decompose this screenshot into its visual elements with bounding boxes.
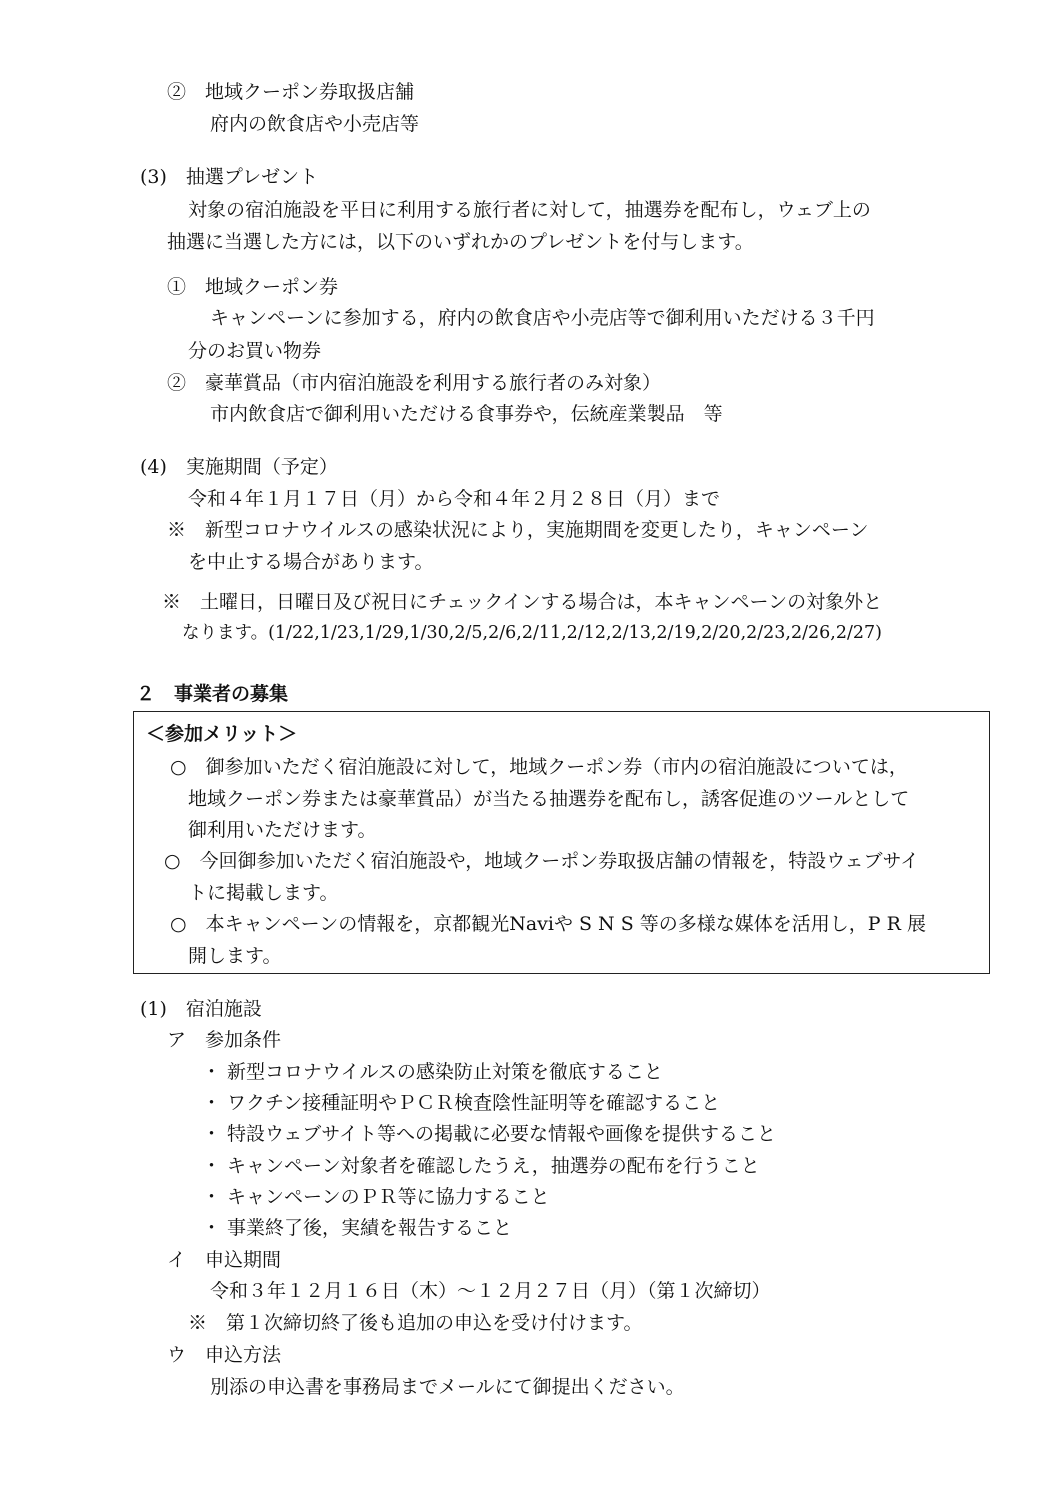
application-period-note: ※ 第１次締切終了後も追加の申込を受け付けます。 — [188, 1312, 643, 1334]
merit-title: ＜参加メリット＞ — [146, 723, 298, 745]
section-3-body-1: 対象の宿泊施設を平日に利用する旅行者に対して，抽選券を配布し，ウェブ上の — [188, 199, 871, 221]
note-1-line-1: ※ 新型コロナウイルスの感染状況により，実施期間を変更したり，キャンペーン — [167, 519, 869, 541]
section-3-heading: (3) 抽選プレゼント — [140, 166, 319, 188]
prize-1-body-1: キャンペーンに参加する，府内の飲食店や小売店等で御利用いただける３千円 — [210, 307, 875, 329]
condition-item: ・ ワクチン接種証明やＰＣＲ検査陰性証明等を確認すること — [202, 1092, 721, 1114]
note-2-line-2: なります。(1/22,1/23,1/29,1/30,2/5,2/6,2/11,2/12,2/13,2/19,2/20,2/23,2/26,2/27) — [182, 623, 882, 643]
section-4-heading: (4) 実施期間（予定） — [140, 456, 338, 478]
subsection-1-heading: (1) 宿泊施設 — [140, 998, 262, 1020]
prize-2-body: 市内飲食店で御利用いただける食事券や，伝統産業製品 等 — [210, 403, 723, 425]
merit-bullet-1-line-2: 地域クーポン券または豪華賞品）が当たる抽選券を配布し，誘客促進のツールとして — [188, 788, 910, 810]
section-3-body-2: 抽選に当選した方には，以下のいずれかのプレゼントを付与します。 — [167, 231, 754, 253]
condition-item: ・ 特設ウェブサイト等への掲載に必要な情報や画像を提供すること — [202, 1123, 776, 1145]
section-4-period: 令和４年１月１７日（月）から令和４年２月２８日（月）まで — [188, 488, 721, 510]
merit-bullet-1-line-1: ○ 御参加いただく宿泊施設に対して，地域クーポン券（市内の宿泊施設については， — [170, 756, 908, 778]
condition-item: ・ キャンペーン対象者を確認したうえ，抽選券の配布を行うこと — [202, 1155, 760, 1177]
merit-bullet-3-line-1: ○ 本キャンペーンの情報を，京都観光Naviや S N S 等の多様な媒体を活用し，P R 展 — [170, 913, 926, 935]
section-2-heading: ２ 事業者の募集 — [136, 683, 289, 705]
merit-bullet-2-line-2: トに掲載します。 — [188, 882, 339, 904]
application-period: 令和３年１２月１６日（木）～１２月２７日（月）（第１次締切） — [210, 1280, 771, 1302]
merit-bullet-2-line-1: ○ 今回御参加いただく宿泊施設や，地域クーポン券取扱店舗の情報を，特設ウェブサイ — [164, 850, 920, 872]
prize-1-body-2: 分のお買い物券 — [188, 340, 322, 362]
application-method-title: ウ 申込方法 — [167, 1344, 282, 1366]
merit-bullet-1-line-3: 御利用いただけます。 — [188, 819, 377, 841]
application-method-body: 別添の申込書を事務局までメールにて御提出ください。 — [210, 1376, 685, 1398]
application-period-title: イ 申込期間 — [167, 1249, 282, 1271]
prize-1-title: ① 地域クーポン券 — [167, 276, 339, 298]
condition-item: ・ キャンペーンのＰＲ等に協力すること — [202, 1186, 550, 1208]
note-1-line-2: を中止する場合があります。 — [188, 551, 434, 573]
note-2-line-1: ※ 土曜日，日曜日及び祝日にチェックインする場合は，本キャンペーンの対象外と — [162, 591, 883, 613]
prize-2-title: ② 豪華賞品（市内宿泊施設を利用する旅行者のみ対象） — [167, 372, 662, 394]
item2-title: ② 地域クーポン券取扱店舗 — [167, 81, 415, 103]
condition-item: ・ 新型コロナウイルスの感染防止対策を徹底すること — [202, 1061, 663, 1083]
item2-detail: 府内の飲食店や小売店等 — [210, 113, 420, 135]
merit-bullet-3-line-2: 開します。 — [188, 945, 282, 967]
condition-item: ・ 事業終了後，実績を報告すること — [202, 1217, 513, 1239]
participation-conditions-title: ア 参加条件 — [167, 1029, 282, 1051]
